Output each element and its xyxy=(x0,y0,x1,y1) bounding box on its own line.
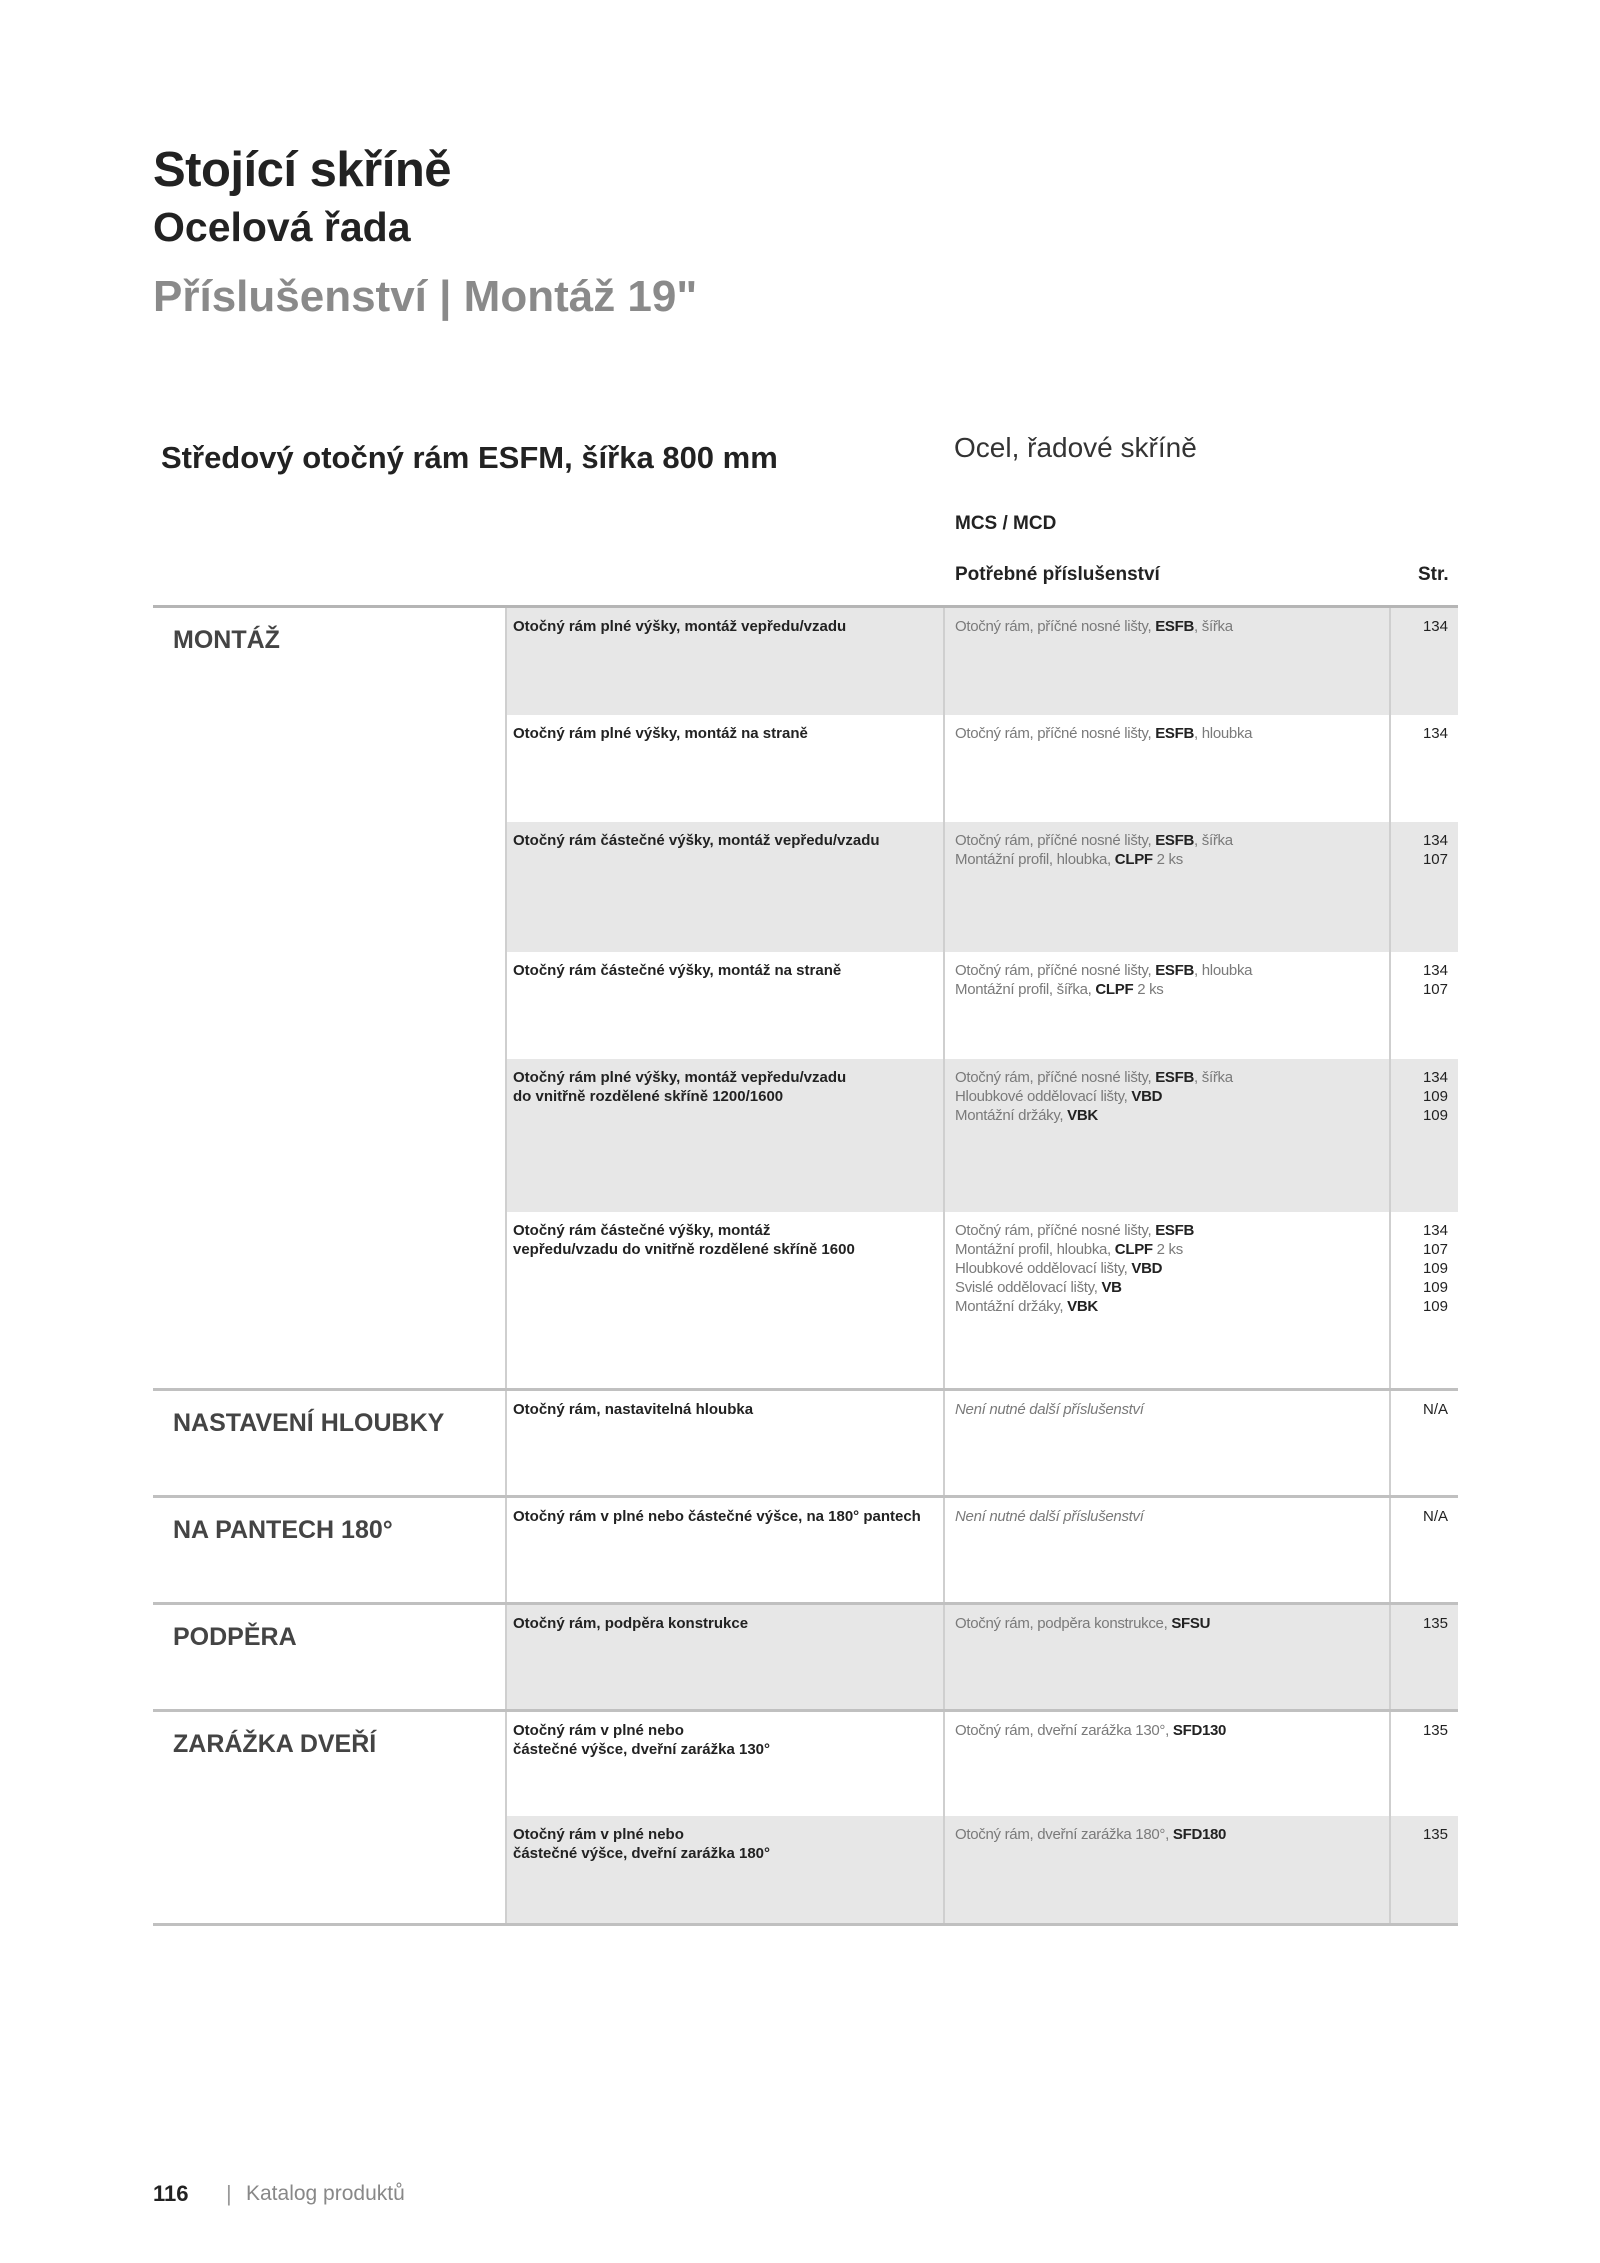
item-line: Otočný rám, nastavitelná hloubka xyxy=(513,1401,754,1418)
accessory-code: SFSU xyxy=(1171,1615,1211,1632)
accessory-text: , šířka xyxy=(1194,1069,1233,1086)
item-line: částečné výšce, dveřní zarážka 130° xyxy=(513,1741,771,1758)
table-body xyxy=(153,608,1458,1926)
accessory-text: 2 ks xyxy=(1152,1241,1183,1258)
item-line: Otočný rám plné výšky, montáž vepředu/vzadu xyxy=(513,1069,847,1086)
required-accessories-cell xyxy=(943,1712,1389,1816)
accessory-text: Otočný rám, příčné nosné lišty, xyxy=(955,618,1156,635)
accessory-text: Montážní držáky, xyxy=(955,1107,1068,1124)
accessory-text: 2 ks xyxy=(1133,981,1164,998)
page-ref: 134 xyxy=(1422,725,1448,742)
accessory-text: Není nutné další příslušenství xyxy=(955,1508,1144,1525)
accessory-line xyxy=(955,1507,1383,1526)
page-ref-cell xyxy=(1389,1498,1458,1602)
accessory-code: SFD180 xyxy=(1172,1826,1227,1843)
accessory-text: , hloubka xyxy=(1194,962,1253,979)
accessory-line xyxy=(955,617,1383,636)
item-cell xyxy=(505,822,943,952)
accessory-text: Montážní profil, hloubka, xyxy=(955,1241,1115,1258)
page-ref: 134 xyxy=(1422,618,1448,635)
page-column-label: Str. xyxy=(1418,564,1449,585)
item-line: Otočný rám, podpěra konstrukce xyxy=(513,1615,749,1632)
table-row xyxy=(153,1212,1458,1388)
accessory-text: Otočný rám, dveřní zarážka 180°, xyxy=(955,1826,1173,1843)
accessory-line xyxy=(955,1087,1383,1106)
table-row xyxy=(153,1602,1458,1709)
item-line: částečné výšce, dveřní zarážka 180° xyxy=(513,1845,771,1862)
page-ref: N/A xyxy=(1422,1508,1448,1525)
accessory-code: ESFB xyxy=(1155,962,1195,979)
accessory-text: , hloubka xyxy=(1194,725,1253,742)
item-line: Otočný rám v plné nebo xyxy=(513,1826,684,1843)
page-title: Stojící skříně xyxy=(153,143,452,197)
required-accessories-cell xyxy=(943,822,1389,952)
accessory-text: Montážní profil, šířka, xyxy=(955,981,1096,998)
accessory-code: VBK xyxy=(1067,1107,1098,1124)
item-line: Otočný rám částečné výšky, montáž vepředu/vzadu xyxy=(513,832,880,849)
accessories-table xyxy=(153,605,1458,1926)
category-cell xyxy=(153,1816,505,1923)
accessory-text: 2 ks xyxy=(1152,851,1183,868)
item-cell xyxy=(505,1212,943,1388)
page-ref: 109 xyxy=(1422,1298,1448,1315)
accessory-line xyxy=(955,1106,1383,1125)
series-label: MCS / MCD xyxy=(955,513,1057,534)
item-cell xyxy=(505,1712,943,1816)
accessory-code: VBD xyxy=(1131,1088,1163,1105)
category-cell: ZARÁŽKA DVEŘÍ xyxy=(153,1712,505,1816)
page-ref: N/A xyxy=(1422,1401,1448,1418)
item-cell xyxy=(505,608,943,715)
page-ref-cell xyxy=(1389,952,1458,1059)
required-accessories-cell xyxy=(943,1212,1389,1388)
page-ref: 135 xyxy=(1422,1826,1448,1843)
category-cell: MONTÁŽ xyxy=(153,608,505,715)
page-ref-cell xyxy=(1389,608,1458,715)
item-cell xyxy=(505,952,943,1059)
accessory-text: Svislé oddělovací lišty, xyxy=(955,1279,1102,1296)
accessory-code: CLPF xyxy=(1095,981,1134,998)
item-line: Otočný rám plné výšky, montáž na straně xyxy=(513,725,808,742)
accessory-text: Otočný rám, příčné nosné lišty, xyxy=(955,962,1156,979)
accessory-line xyxy=(955,1721,1383,1740)
page-number: 116 xyxy=(153,2181,189,2206)
category-cell xyxy=(153,715,505,822)
item-line: do vnitřně rozdělené skříně 1200/1600 xyxy=(513,1088,784,1105)
item-cell xyxy=(505,1391,943,1495)
accessory-text: Hloubkové oddělovací lišty, xyxy=(955,1260,1132,1277)
accessory-text: Není nutné další příslušenství xyxy=(955,1401,1144,1418)
table-row xyxy=(153,1709,1458,1816)
page-ref-cell xyxy=(1389,1605,1458,1709)
required-accessories-cell xyxy=(943,1498,1389,1602)
accessory-line xyxy=(955,1221,1383,1240)
page-ref: 107 xyxy=(1422,851,1448,868)
accessory-code: VBK xyxy=(1067,1298,1098,1315)
required-accessories-cell xyxy=(943,1605,1389,1709)
section-heading: Příslušenství | Montáž 19" xyxy=(153,272,698,321)
required-accessories-cell xyxy=(943,715,1389,822)
page-subtitle: Ocelová řada xyxy=(153,204,411,250)
page-ref-cell xyxy=(1389,1212,1458,1388)
footer-label: Katalog produktů xyxy=(246,2182,405,2205)
accessory-text: , šířka xyxy=(1194,618,1233,635)
table-row xyxy=(153,1495,1458,1602)
category-cell xyxy=(153,1059,505,1212)
table-row xyxy=(153,1816,1458,1926)
table-row xyxy=(153,715,1458,822)
accessory-line xyxy=(955,1297,1383,1316)
page-ref: 107 xyxy=(1422,981,1448,998)
category-cell xyxy=(153,822,505,952)
accessory-line xyxy=(955,1259,1383,1278)
page-ref: 109 xyxy=(1422,1260,1448,1277)
page-ref: 134 xyxy=(1422,1069,1448,1086)
page-ref: 134 xyxy=(1422,962,1448,979)
table-row xyxy=(153,1059,1458,1212)
required-accessories-cell xyxy=(943,1059,1389,1212)
table-row xyxy=(153,822,1458,952)
page-ref: 135 xyxy=(1422,1615,1448,1632)
item-line: Otočný rám plné výšky, montáž vepředu/vzadu xyxy=(513,618,847,635)
accessory-code: VBD xyxy=(1131,1260,1163,1277)
accessory-line xyxy=(955,724,1383,743)
item-line: Otočný rám v plné nebo xyxy=(513,1722,684,1739)
accessory-line xyxy=(955,1278,1383,1297)
accessory-code: ESFB xyxy=(1155,1069,1195,1086)
accessory-text: Otočný rám, příčné nosné lišty, xyxy=(955,725,1156,742)
accessory-line xyxy=(955,850,1383,869)
item-cell xyxy=(505,1059,943,1212)
table-row xyxy=(153,1388,1458,1495)
required-accessories-cell xyxy=(943,952,1389,1059)
accessory-code: ESFB xyxy=(1155,725,1195,742)
required-accessories-label: Potřebné příslušenství xyxy=(955,564,1160,585)
accessory-text: Otočný rám, příčné nosné lišty, xyxy=(955,1222,1156,1239)
accessory-line xyxy=(955,1825,1383,1844)
item-line: Otočný rám částečné výšky, montáž xyxy=(513,1222,771,1239)
item-line: vepředu/vzadu do vnitřně rozdělené skříně 1600 xyxy=(513,1241,855,1258)
accessory-code: VB xyxy=(1101,1279,1122,1296)
item-cell xyxy=(505,1816,943,1923)
accessory-line xyxy=(955,831,1383,850)
category-cell: PODPĚRA xyxy=(153,1605,505,1709)
accessory-text: , šířka xyxy=(1194,832,1233,849)
item-line: Otočný rám částečné výšky, montáž na straně xyxy=(513,962,842,979)
accessory-line xyxy=(955,1068,1383,1087)
accessory-text: Montážní profil, hloubka, xyxy=(955,851,1115,868)
accessory-text: Otočný rám, příčné nosné lišty, xyxy=(955,832,1156,849)
page-ref: 134 xyxy=(1422,832,1448,849)
accessory-line xyxy=(955,961,1383,980)
item-cell xyxy=(505,1498,943,1602)
accessory-code: SFD130 xyxy=(1172,1722,1227,1739)
page-ref-cell xyxy=(1389,715,1458,822)
accessory-line xyxy=(955,1614,1383,1633)
page-ref: 135 xyxy=(1422,1722,1448,1739)
item-line: Otočný rám v plné nebo částečné výšce, na 180° pantech xyxy=(513,1508,921,1525)
product-range-heading: Ocel, řadové skříně xyxy=(954,432,1197,463)
page-ref-cell xyxy=(1389,1391,1458,1495)
category-cell: NASTAVENÍ HLOUBKY xyxy=(153,1391,505,1495)
page-ref-cell xyxy=(1389,1059,1458,1212)
accessory-code: ESFB xyxy=(1155,1222,1195,1239)
category-cell xyxy=(153,952,505,1059)
page-ref: 107 xyxy=(1422,1241,1448,1258)
accessory-code: CLPF xyxy=(1114,1241,1153,1258)
accessory-text: Montážní držáky, xyxy=(955,1298,1068,1315)
accessory-line xyxy=(955,1400,1383,1419)
table-row xyxy=(153,608,1458,715)
required-accessories-cell xyxy=(943,1391,1389,1495)
accessory-text: Otočný rám, příčné nosné lišty, xyxy=(955,1069,1156,1086)
item-cell xyxy=(505,715,943,822)
accessory-code: CLPF xyxy=(1114,851,1153,868)
product-title: Středový otočný rám ESFM, šířka 800 mm xyxy=(161,440,778,475)
page-ref-cell xyxy=(1389,822,1458,952)
accessory-code: ESFB xyxy=(1155,832,1195,849)
accessory-text: Hloubkové oddělovací lišty, xyxy=(955,1088,1132,1105)
category-cell: NA PANTECH 180° xyxy=(153,1498,505,1602)
footer-separator: | xyxy=(226,2181,232,2206)
accessory-text: Otočný rám, dveřní zarážka 130°, xyxy=(955,1722,1173,1739)
required-accessories-cell xyxy=(943,608,1389,715)
accessory-code: ESFB xyxy=(1155,618,1195,635)
page-ref-cell xyxy=(1389,1712,1458,1816)
table-row xyxy=(153,952,1458,1059)
page-ref: 134 xyxy=(1422,1222,1448,1239)
page-ref: 109 xyxy=(1422,1107,1448,1124)
page-ref: 109 xyxy=(1422,1279,1448,1296)
accessory-line xyxy=(955,1240,1383,1259)
accessory-line xyxy=(955,980,1383,999)
page-ref: 109 xyxy=(1422,1088,1448,1105)
page-ref-cell xyxy=(1389,1816,1458,1923)
item-cell xyxy=(505,1605,943,1709)
accessory-text: Otočný rám, podpěra konstrukce, xyxy=(955,1615,1172,1632)
category-cell xyxy=(153,1212,505,1388)
required-accessories-cell xyxy=(943,1816,1389,1923)
